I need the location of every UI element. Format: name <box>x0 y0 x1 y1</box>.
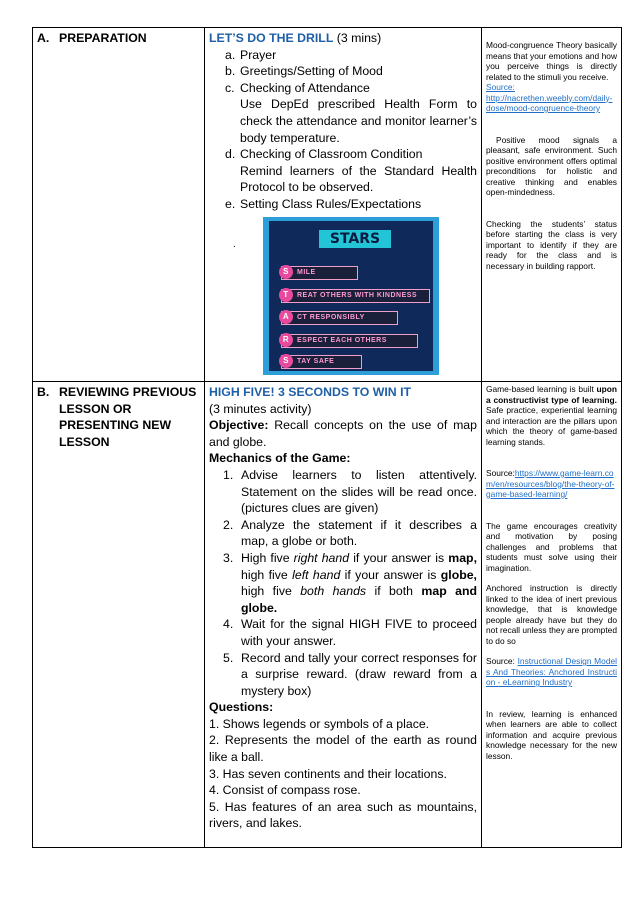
list-text: Checking of Classroom Condition <box>240 147 423 162</box>
source-label: Source: <box>486 468 515 478</box>
note-paragraph: Positive mood signals a pleasant, safe environment. Such positive environment offers optimal preconditions for holistic and creative thinking and enables open-mindedness. <box>486 134 617 197</box>
list-marker: 1. <box>223 467 234 482</box>
list-marker: 4. <box>223 617 234 632</box>
list-text: Advise learners to listen attentively. Statement on the slides will be read once. (pictures clues are given) <box>241 467 477 516</box>
list-text: Greetings/Setting of Mood <box>240 64 383 79</box>
list-item <box>225 63 477 80</box>
list-text <box>241 550 477 616</box>
lesson-plan-table <box>32 27 622 848</box>
mechanics-label: Mechanics of the Game: <box>209 451 351 466</box>
note-paragraph <box>486 468 617 500</box>
mechanics-list <box>209 467 477 699</box>
list-text: Record and tally your correct responses for a surprise reward. (draw reward from a mystery box) <box>241 650 477 698</box>
rule-text: TAY SAFE <box>297 357 335 365</box>
text-run: map and globe. <box>241 584 477 615</box>
list-marker: b. <box>225 64 236 79</box>
source-link[interactable]: http://nacrethen.weebly.com/daily-dose/mood-congruence-theory <box>486 92 613 113</box>
game-time: (3 minutes activity) <box>209 401 312 416</box>
section-letter: B. <box>37 385 50 399</box>
list-item <box>223 616 477 649</box>
stars-title: STARS <box>319 230 391 248</box>
game-title: HIGH FIVE! 3 SECONDS TO WIN IT <box>209 385 412 399</box>
list-item <box>223 650 477 700</box>
notes-cell-b <box>482 382 622 848</box>
rule-badge: A <box>279 310 293 324</box>
text-run: Game-based learning is built <box>486 384 597 394</box>
rule-text: ESPECT EACH OTHERS <box>297 336 387 344</box>
list-subtext: Remind learners of the Standard Health Protocol to be observed. <box>240 163 477 195</box>
list-marker: 3. <box>223 550 234 565</box>
stray-dot: . <box>233 238 236 250</box>
question: 1. Shows legends or symbols of a place. <box>209 716 430 731</box>
list-marker: e. <box>225 196 236 211</box>
rule-text: MILE <box>297 268 316 276</box>
question: 3. Has seven continents and their locations. <box>209 766 447 781</box>
section-title: PREPARATION <box>59 31 147 45</box>
section-cell-b <box>33 382 205 848</box>
questions-label: Questions: <box>209 700 274 715</box>
list-marker: a. <box>225 47 236 62</box>
objective <box>209 417 477 450</box>
section-heading-a <box>37 30 200 47</box>
objective-label: Objective: <box>209 418 269 433</box>
text-run: upon a constructivist type of learning. <box>486 384 617 405</box>
list-text: Checking of Attendance <box>240 80 370 95</box>
rule-row-respect <box>281 334 418 348</box>
rule-row-smile <box>281 266 358 280</box>
drill-time: (3 mins) <box>333 31 382 45</box>
question: 5. Has features of an area such as mountains, rivers, and lakes. <box>209 799 477 831</box>
text-run: High five <box>241 550 294 565</box>
list-marker: d. <box>225 147 236 162</box>
drill-list <box>209 47 477 213</box>
list-text: Prayer <box>240 47 277 62</box>
objective-text: Recall concepts on the use of map and globe. <box>209 418 477 449</box>
rule-text: CT RESPONSIBLY <box>297 313 365 321</box>
rule-row-safe <box>281 355 362 369</box>
rule-badge: T <box>279 288 293 302</box>
text-run: globe, <box>440 567 477 582</box>
note-paragraph <box>486 384 617 447</box>
text-run: map, <box>448 550 477 565</box>
note-paragraph: Mood-congruence Theory basically means that your emotions and how you perceive things is directly related to the stimuli you receive. <box>486 40 617 82</box>
note-paragraph: Checking the students’ status before starting the class is very important to identify if they are ready for the class and is necessary in building rapport. <box>486 218 617 271</box>
list-marker: 5. <box>223 650 234 665</box>
drill-title: LET’S DO THE DRILL <box>209 31 334 45</box>
source-link[interactable]: https://www.game-learn.com/en/resources/blog/the-theory-of-game-based-learning/ <box>486 468 615 499</box>
list-item <box>225 196 477 213</box>
text-run: if your answer is <box>340 567 441 582</box>
list-text: Wait for the signal HIGH FIVE to proceed with your answer. <box>241 617 477 648</box>
stars-rules-image <box>233 217 439 375</box>
question: 2. Represents the model of the earth as round like a ball. <box>209 733 477 765</box>
list-item <box>225 47 477 64</box>
rule-text: REAT OTHERS WITH KINDNESS <box>297 291 418 299</box>
text-run: high five <box>241 567 293 582</box>
section-cell-a <box>33 28 205 382</box>
row-reviewing <box>33 382 622 848</box>
rule-row-act <box>281 311 398 325</box>
source-link[interactable]: Instructional Design Models And Theories: Anchored Instruction - eLearning Industry <box>486 656 617 687</box>
section-heading-b <box>37 384 200 450</box>
note-paragraph: In review, learning is enhanced when learners are able to collect information and acquire previous knowledge necessary for the new lesson. <box>486 708 617 761</box>
text-run: right hand <box>293 550 350 565</box>
rule-badge: R <box>279 333 293 347</box>
row-preparation <box>33 28 622 382</box>
note-paragraph: Anchored instruction is directly linked to the idea of inert previous knowledge, that is knowledge people already have but they do not recall unless they are prompted to do so <box>486 583 617 646</box>
list-text: Setting Class Rules/Expectations <box>240 196 422 211</box>
rule-badge: S <box>279 354 293 368</box>
list-marker: c. <box>225 80 235 95</box>
text-run: if your answer is <box>349 550 449 565</box>
list-subtext: Use DepEd prescribed Health Form to check the attendance and monitor learner’s body temperature. <box>240 97 477 145</box>
list-item <box>225 80 477 146</box>
text-run: if both <box>366 584 422 599</box>
list-item <box>223 467 477 517</box>
source-link-label[interactable]: Source: <box>486 82 515 92</box>
note-paragraph <box>486 656 617 688</box>
list-item <box>225 146 477 196</box>
list-item <box>223 517 477 550</box>
text-run: left hand <box>292 567 341 582</box>
source-label: Source: <box>486 656 515 666</box>
rule-badge: S <box>279 265 293 279</box>
list-text: Analyze the statement if it describes a map, a globe or both. <box>241 517 477 549</box>
section-letter: A. <box>37 31 50 45</box>
stars-image-background <box>269 221 433 371</box>
note-paragraph: The game encourages creativity and motivation by posing challenges and problems that students must solve using their imagination. <box>486 520 617 573</box>
rule-row-treat <box>281 289 430 303</box>
drill-heading <box>209 30 477 47</box>
question: 4. Consist of compass rose. <box>209 783 361 798</box>
activity-cell-b <box>205 382 482 848</box>
activity-cell-a <box>205 28 482 382</box>
text-run: both hands <box>300 584 367 599</box>
list-marker: 2. <box>223 517 234 532</box>
section-title: REVIEWING PREVIOUS LESSON OR PRESENTING NEW LESSON <box>59 385 197 449</box>
text-run: Safe practice, experiential learning and interaction are the pillars upon which the theory of game-based learning stands. <box>486 405 617 447</box>
text-run: high five <box>241 584 301 599</box>
list-item <box>223 550 477 616</box>
notes-cell-a <box>482 28 622 382</box>
